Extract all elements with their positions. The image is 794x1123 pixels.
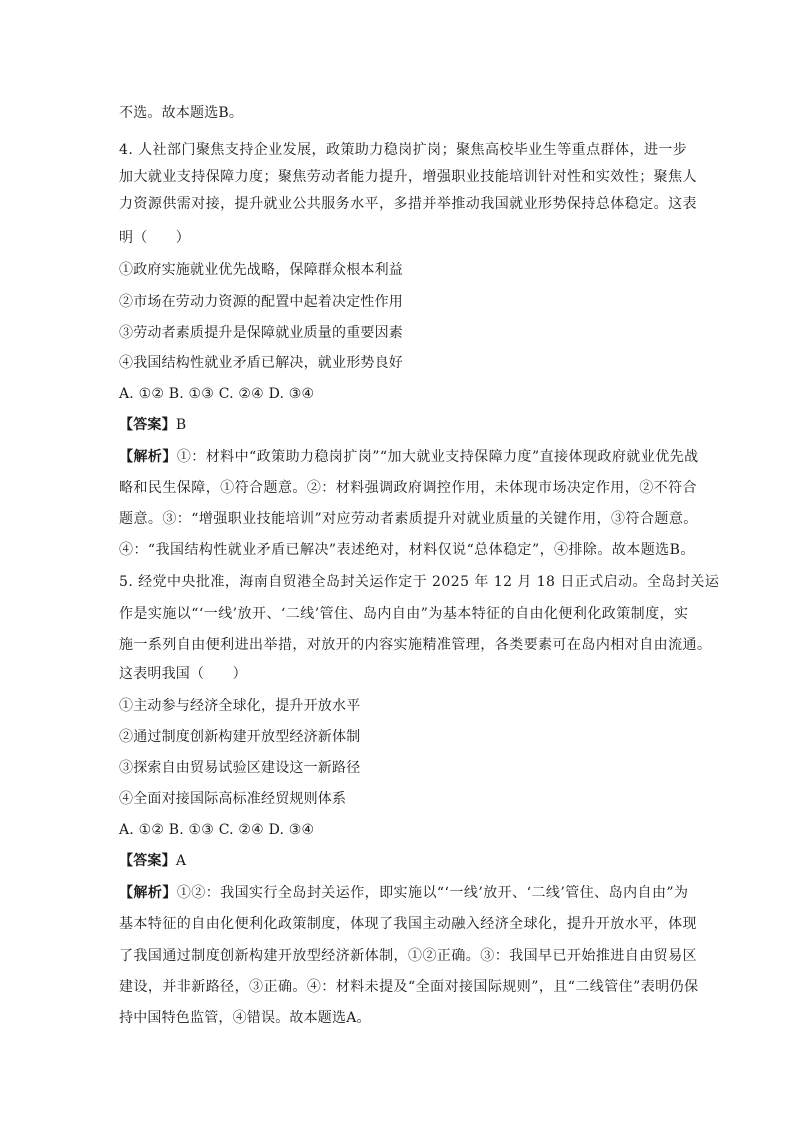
- q4-option-4: ④我国结构性就业矛盾已解决，就业形势良好: [119, 355, 403, 371]
- q5-stem-line-1: 5. 经党中央批准，海南自贸港全岛封关运作定于 2025 年 12 月 18 日正式启动。全岛封关运: [119, 574, 720, 590]
- q4-stem-line-1: 4. 人社部门聚焦支持企业发展，政策助力稳岗扩岗；聚焦高校毕业生等重点群体，进一步: [119, 142, 688, 158]
- q4-answer: [119, 415, 679, 435]
- q5-stem-line-4: 这表明我国（ ）: [119, 666, 247, 682]
- q5-analysis-line-4: 建设，并非新路径，③正确。④：材料未提及“全面对接国际规则”，且“二线管住”表明仍保: [119, 979, 699, 995]
- q5-analysis-text-1: ①②：我国实行全岛封关运作，即实施以“‘一线’放开、‘二线’管住、岛内自由”为: [176, 885, 689, 901]
- q5-choices: A. ①② B. ①③ C. ②④ D. ③④: [119, 822, 315, 838]
- q4-analysis-line-3: 题意。③：“增强职业技能培训”对应劳动者素质提升对就业质量的关键作用，③符合题意。: [119, 511, 698, 527]
- q5-analysis-line-5: 持中国特色监管，④错误。故本题选A。: [119, 1010, 371, 1026]
- q4-answer-label: 【答案】: [119, 417, 176, 433]
- q5-option-3: ③探索自由贸易试验区建设这一新路径: [119, 760, 361, 776]
- q5-answer-value: A: [175, 853, 187, 869]
- q5-analysis-line-3: 了我国通过制度创新构建开放型经济新体制，①②正确。③：我国早已开始推进自由贸易区: [119, 948, 697, 964]
- q4-analysis-label: 【解析】: [119, 449, 177, 465]
- q5-answer: [119, 851, 679, 871]
- q4-option-2: ②市场在劳动力资源的配置中起着决定性作用: [119, 294, 403, 310]
- q4-option-3: ③劳动者素质提升是保障就业质量的重要因素: [119, 325, 403, 341]
- q5-option-4: ④全面对接国际高标准经贸规则体系: [119, 791, 347, 807]
- q4-analysis-text-1: ①：材料中“政策助力稳岗扩岗”“加大就业支持保障力度”直接体现政府就业优先战: [176, 449, 699, 465]
- q4-stem-line-4: 明（ ）: [119, 230, 190, 246]
- q4-choices: A. ①② B. ①③ C. ②④ D. ③④: [119, 386, 315, 402]
- q5-analysis-line-1: [119, 883, 689, 903]
- q4-option-1: ①政府实施就业优先战略，保障群众根本利益: [119, 262, 403, 278]
- q4-answer-value: B: [175, 417, 187, 433]
- q4-stem-line-3: 力资源供需对接，提升就业公共服务水平，多措并举推动我国就业形势保持总体稳定。这表: [119, 196, 697, 212]
- q5-stem-line-3: 施一系列自由便利进出举措，对放开的内容实施精准管理，各类要素可在岛内相对自由流通。: [119, 637, 712, 653]
- q4-analysis-line-1: [119, 447, 699, 467]
- q4-analysis-line-4: ④：“我国结构性就业矛盾已解决”表述绝对，材料仅说“总体稳定”，④排除。故本题选B。: [119, 542, 695, 558]
- q5-analysis-line-2: 基本特征的自由化便利化政策制度，体现了我国主动融入经济全球化，提升开放水平，体现: [119, 916, 697, 932]
- q5-answer-label: 【答案】: [119, 853, 176, 869]
- q5-stem-line-2: 作是实施以“‘一线’放开、‘二线’管住、岛内自由”为基本特征的自由化便利化政策制度，实: [119, 606, 689, 622]
- q4-analysis-line-2: 略和民生保障，①符合题意。②：材料强调政府调控作用，未体现市场决定作用，②不符合: [119, 480, 697, 496]
- continuation-text: 不选。故本题选B。: [119, 105, 244, 121]
- q5-option-2: ②通过制度创新构建开放型经济新体制: [119, 729, 361, 745]
- q4-stem-line-2: 加大就业支持保障力度；聚焦劳动者能力提升，增强职业技能培训针对性和实效性；聚焦人: [119, 169, 697, 185]
- q5-option-1: ①主动参与经济全球化，提升开放水平: [119, 698, 361, 714]
- q5-analysis-label: 【解析】: [119, 885, 177, 901]
